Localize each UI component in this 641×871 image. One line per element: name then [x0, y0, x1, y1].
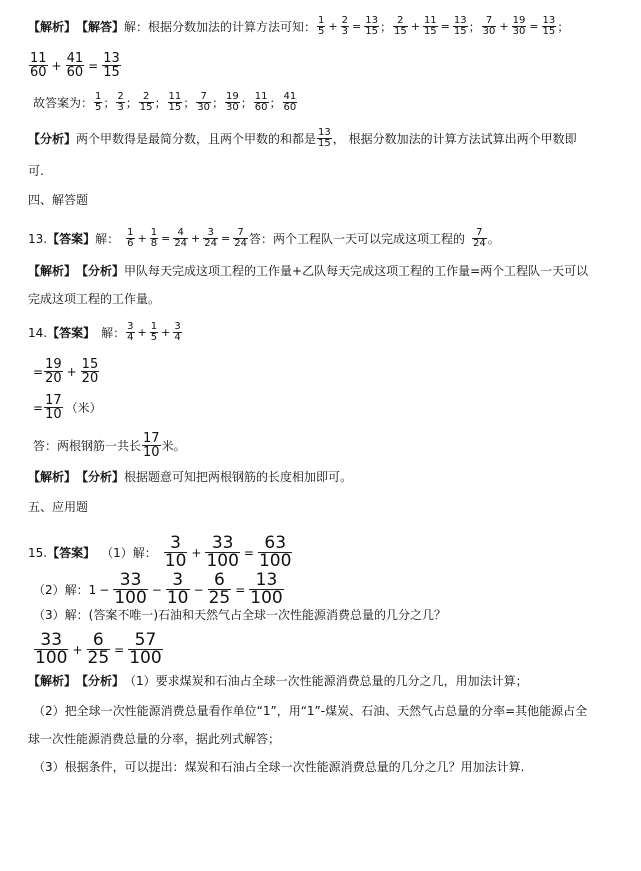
line1-text: 解：根据分数加法的计算方法可知： [124, 19, 317, 34]
fraction: $\frac{7}{30}$ [482, 15, 496, 37]
q14-final-answer: 答：两根钢筋一共长 $\frac{17}{10}$ 米。 [33, 431, 186, 460]
fraction: $\frac{33}{100}$ [206, 533, 239, 571]
fraction: $\frac{4}{24}$ [174, 227, 188, 249]
fraction: $\frac{11}{15}$ [423, 15, 437, 37]
line-2: $\frac{11}{60}$ + $\frac{41}{60}$ = $\frac{13}{15}$ [30, 51, 120, 80]
fraction: $\frac{63}{100}$ [258, 533, 292, 571]
section-5-heading: 五、应用题 [28, 500, 89, 514]
fraction: $\frac{17}{10}$ [45, 393, 62, 422]
tag-jieda: 【解答】 [76, 19, 125, 34]
fraction: $\frac{1}{5}$ [150, 321, 158, 343]
fraction: $\frac{13}{15}$ [542, 15, 556, 37]
fraction: $\frac{7}{24}$ [234, 227, 247, 249]
fraction: $\frac{13}{15}$ [318, 127, 331, 149]
fraction: $\frac{6}{25}$ [208, 570, 231, 608]
q13-answer: 13. 【答案】 解： $\frac{1}{6}$ + $\frac{1}{8}$ = $\frac{4}{24}$ + $\frac{3}{24}$ = $\frac{7}{24}$ 答：两个工程队一天可以完成这项工程的 $\frac{7}{24}$ 。 [28, 227, 500, 249]
q14-analysis: 【解析】 【分析】 根据题意可知把两根钢筋的长度相加即可。 [28, 470, 353, 484]
fraction: $\frac{3}{10}$ [166, 570, 189, 608]
fraction: $\frac{57}{100}$ [129, 630, 162, 668]
q15-part-2: （2）解：1 − $\frac{33}{100}$ − $\frac{3}{10}$ − $\frac{6}{25}$ = $\frac{13}{100}$ [33, 570, 283, 608]
q15-analysis-1: 【解析】 【分析】 （1）要求煤炭和石油占全球一次性能源消费总量的几分之几，用加法计算； [28, 674, 528, 688]
fraction: $\frac{19}{30}$ [512, 15, 526, 37]
fraction: $\frac{15}{20}$ [81, 357, 99, 386]
q15-part-3-label: （3）解：(答案不唯一)石油和天然气占全球一次性能源消费总量的几分之几？ [33, 608, 447, 622]
fraction: $\frac{2}{15}$ [139, 91, 153, 113]
q15-analysis-2: （2）把全球一次性能源消费总量看作单位“1”，用“1”-煤炭、石油、天然气占总量的分率=其他能源占全 [33, 704, 588, 718]
q15-part-3: $\frac{33}{100}$ + $\frac{6}{25}$ = $\frac{57}{100}$ [35, 630, 162, 668]
fraction: $\frac{13}{15}$ [365, 15, 378, 37]
section-4-heading: 四、解答题 [28, 193, 89, 207]
q13-analysis-cont: 完成这项工程的工作量。 [28, 292, 161, 306]
fraction: $\frac{13}{100}$ [250, 570, 283, 608]
fraction: $\frac{17}{10}$ [143, 431, 160, 460]
fraction: $\frac{3}{24}$ [204, 227, 217, 249]
q15-analysis-3: （3）根据条件，可以提出：煤炭和石油占全球一次性能源消费总量的几分之几？用加法计算. [33, 760, 525, 774]
fraction: $\frac{11}{15}$ [168, 91, 182, 113]
line-3: 故答案为： $\frac{1}{5}$ ； $\frac{2}{3}$ ； $\frac{2}{15}$ ； $\frac{11}{15}$ ； $\frac{7}{30}$ ； $\frac{19}{30}$ ； $\frac{11}{60}$ ； $\frac{41}{60}$ [33, 91, 297, 113]
fraction: $\frac{1}{6}$ [127, 227, 134, 249]
fraction: $\frac{33}{100}$ [35, 630, 68, 668]
fraction: $\frac{2}{15}$ [393, 15, 407, 37]
fraction: $\frac{41}{60}$ [283, 91, 297, 113]
fraction: $\frac{13}{15}$ [453, 15, 467, 37]
q14-answer: 14. 【答案】 解： $\frac{3}{4}$ + $\frac{1}{5}$ + $\frac{3}{4}$ [28, 321, 181, 343]
fraction: $\frac{1}{8}$ [150, 227, 158, 249]
fraction: $\frac{1}{5}$ [318, 15, 325, 37]
fraction: $\frac{11}{60}$ [30, 51, 47, 80]
fraction: $\frac{13}{15}$ [103, 51, 120, 80]
fraction: $\frac{3}{4}$ [127, 321, 134, 343]
q13-analysis: 【解析】 【分析】 甲队每天完成这项工程的工作量+乙队每天完成这项工程的工作量=两个工程队一天可以 [28, 264, 589, 278]
fraction: $\frac{3}{4}$ [174, 321, 181, 343]
fraction: $\frac{19}{20}$ [45, 357, 62, 386]
fraction: $\frac{2}{3}$ [117, 91, 124, 113]
line-1: 【解析】 【解答】 解：根据分数加法的计算方法可知： $\frac{1}{5}$ + $\frac{2}{3}$ = $\frac{13}{15}$ ； $\frac{2}{15}$ + $\frac{11}{15}$ = $\frac{13}{15}$ ； $\frac{7}{30}$ + $\frac{19}{30}$ = $\frac{13}{15}$ ； [28, 15, 570, 37]
fraction: $\frac{11}{60}$ [254, 91, 268, 113]
line-4: 【分析】 两个甲数得是最简分数，且两个甲数的和都是 $\frac{13}{15}$ ， 根据分数加法的计算方法试算出两个甲数即 [28, 127, 577, 149]
fraction: $\frac{41}{60}$ [66, 51, 84, 80]
fraction: $\frac{19}{30}$ [226, 91, 239, 113]
q14-step-2: = $\frac{19}{20}$ + $\frac{15}{20}$ [33, 357, 99, 386]
fraction: $\frac{2}{3}$ [341, 15, 349, 37]
fraction: $\frac{3}{10}$ [164, 533, 187, 571]
line-5: 可. [28, 164, 44, 178]
q14-step-3: = $\frac{17}{10}$ （米） [33, 393, 102, 422]
fraction: $\frac{7}{30}$ [197, 91, 211, 113]
fraction: $\frac{7}{24}$ [472, 227, 486, 249]
fraction: $\frac{6}{25}$ [87, 630, 110, 668]
q15-part-1: 15. 【答案】 （1）解： $\frac{3}{10}$ + $\frac{33}{100}$ = $\frac{63}{100}$ [28, 533, 292, 571]
fraction: $\frac{33}{100}$ [114, 570, 147, 608]
fraction: $\frac{1}{5}$ [95, 91, 102, 113]
tag-jiexi: 【解析】 [28, 19, 77, 34]
q15-analysis-2-cont: 球一次性能源消费总量的分率，据此列式解答； [28, 732, 281, 746]
